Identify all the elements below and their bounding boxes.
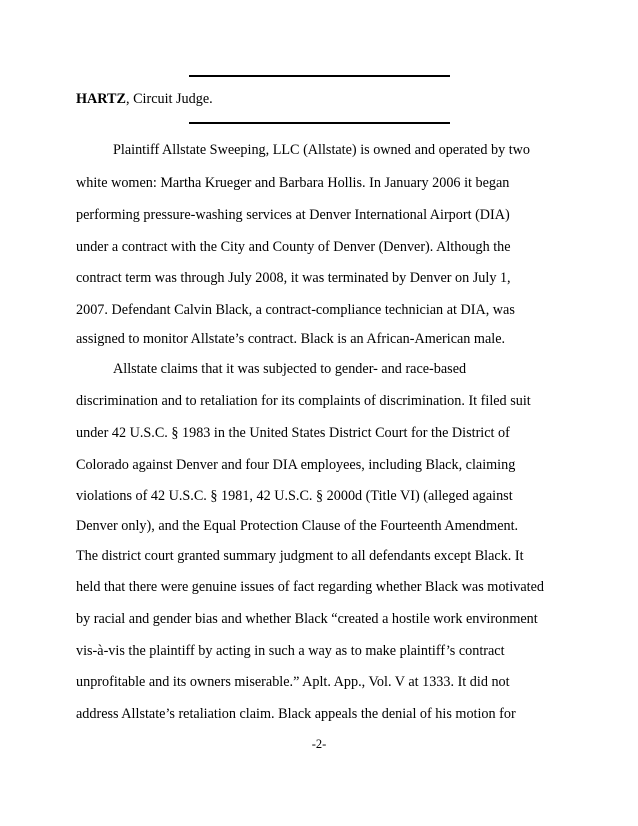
body-line: discrimination and to retaliation for its complaints of discrimination. It filed suit [76, 393, 531, 409]
body-line: contract term was through July 2008, it was terminated by Denver on July 1, [76, 270, 511, 286]
judge-title: , Circuit Judge. [125, 91, 213, 107]
body-line: Denver only), and the Equal Protection Clause of the Fourteenth Amendment. [76, 518, 519, 534]
body-line: under a contract with the City and County of Denver (Denver). Although the [76, 239, 511, 255]
body-line: vis-à-vis the plaintiff by acting in such a way as to make plaintiff’s contract [76, 643, 505, 659]
body-line: The district court granted summary judgment to all defendants except Black. It [76, 548, 524, 564]
body-line: by racial and gender bias and whether Black “created a hostile work environment [76, 611, 538, 627]
body-line: 2007. Defendant Calvin Black, a contract-compliance technician at DIA, was [76, 302, 515, 318]
body-line: address Allstate’s retaliation claim. Black appeals the denial of his motion for [76, 706, 516, 722]
body-line: Allstate claims that it was subjected to gender- and race-based [113, 361, 467, 377]
page-number: -2- [311, 737, 327, 751]
body-line: unprofitable and its owners miserable.” Aplt. App., Vol. V at 1333. It did not [76, 674, 510, 690]
body-line: under 42 U.S.C. § 1983 in the United States District Court for the District of [76, 425, 510, 441]
body-line: held that there were genuine issues of fact regarding whether Black was motivated [76, 579, 545, 595]
body-line: Colorado against Denver and four DIA employees, including Black, claiming [76, 457, 516, 473]
body-line: Plaintiff Allstate Sweeping, LLC (Allstate) is owned and operated by two [113, 142, 531, 158]
bottom-divider-rule [189, 122, 450, 124]
body-line: performing pressure-washing services at Denver International Airport (DIA) [76, 207, 510, 223]
judge-heading [76, 89, 213, 109]
top-divider-rule [189, 75, 450, 77]
body-line: violations of 42 U.S.C. § 1981, 42 U.S.C. § 2000d (Title VI) (alleged against [76, 488, 513, 504]
judge-name: HARTZ [76, 91, 126, 107]
body-line: white women: Martha Krueger and Barbara Hollis. In January 2006 it began [76, 175, 510, 191]
body-line: assigned to monitor Allstate’s contract. Black is an African-American male. [76, 331, 506, 347]
